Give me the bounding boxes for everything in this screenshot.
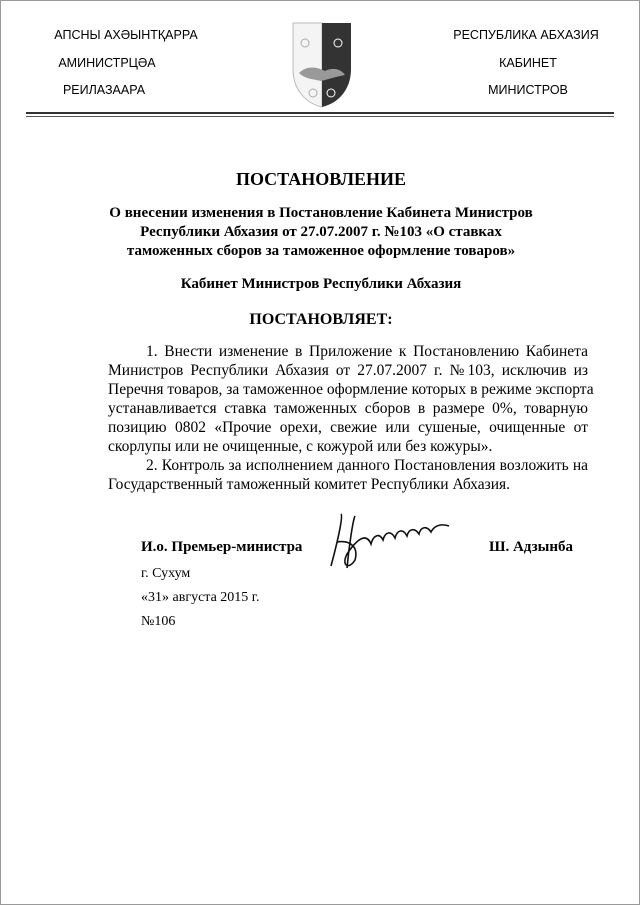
document-title: ПОСТАНОВЛЕНИЕ <box>235 169 407 189</box>
place: г. Сухум <box>141 566 191 581</box>
subtitle-line: таможенных сборов за таможенное оформление товаров» <box>126 243 516 259</box>
handwritten-signature <box>319 506 469 581</box>
header-right-line1: РЕСПУБЛИКА АБХАЗИЯ <box>453 28 599 42</box>
body-line: Государственный таможенный комитет Республики Абхазия. <box>108 476 510 493</box>
decree-heading: ПОСТАНОВЛЯЕТ: <box>249 311 393 328</box>
header-right-line2: КАБИНЕТ <box>499 56 557 70</box>
subtitle-line: О внесении изменения в Постановление Кабинета Министров <box>109 205 533 221</box>
signatory-name: Ш. Адзынба <box>489 539 573 555</box>
body-line: 1. Внести изменение в Приложение к Постановлению Кабинета <box>146 343 588 360</box>
header-right-line3: МИНИСТРОВ <box>488 83 568 97</box>
body-line: скорлупы или не очищенные, с кожурой или без кожуры». <box>108 438 493 455</box>
signatory-position: И.о. Премьер-министра <box>141 539 303 555</box>
body-line: Перечня товаров, за таможенное оформление которых в режиме экспорта <box>108 381 594 398</box>
header-left-line1: АПСНЫ АХӘЫНТҚАРРА <box>54 28 198 42</box>
subtitle-line: Республики Абхазия от 27.07.2007 г. №103 «О ставках <box>140 224 502 240</box>
issuer: Кабинет Министров Республики Абхазия <box>180 276 462 292</box>
date: «31» августа 2015 г. <box>141 590 260 605</box>
header-left-line2: АМИНИСТРЦӘА <box>58 56 156 70</box>
body-line: устанавливается ставка таможенных сборов в размере 0%, товарную <box>108 400 588 417</box>
body-line: 2. Контроль за исполнением данного Постановления возложить на <box>146 457 588 474</box>
document-number: №106 <box>141 614 176 629</box>
header-rule-thin <box>26 116 614 117</box>
body-line: позицию 0802 «Прочие орехи, свежие или сушеные, очищенные от <box>108 419 588 436</box>
coat-of-arms-emblem <box>291 21 353 109</box>
header-left-line3: РЕИЛАЗААРА <box>62 83 146 97</box>
header-rule <box>26 112 614 114</box>
body-line: Министров Республики Абхазия от 27.07.2007 г. №103, исключив из <box>108 362 588 379</box>
